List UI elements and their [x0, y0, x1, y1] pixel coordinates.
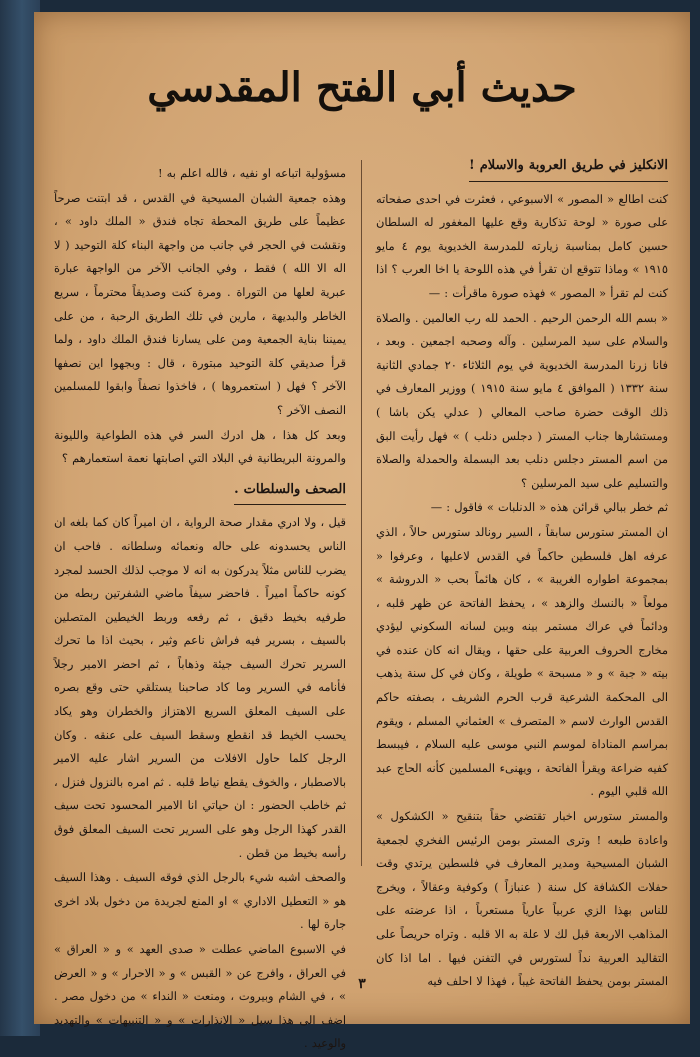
magazine-page	[34, 12, 690, 1051]
paragraph: والمستر ستورس اخبار تقتضي حقاً بتنقيح « الكشكول » واعادة طبعه ! وترى المستر بومن الرئيس الفخري لجمعية الشبان المسيحية ومدير المعارف في فلسطين يرتدي وقت حفلات الكشافة كل سنة ( عنبازاً ) وكوفية وعقالاً ، ويخرج للناس بهذا الزي عربياً عارياً مستعرباً ، اذا عرضته على المذاهب الاربعة قبل لك لا علة به الا قلبه . وتراه حريصاً على التقاليد العربية نداً لستورس في التفنن فيها . اما اذا كان المستر بومن يحفظ الفاتحة غيباً ، فهذا لا احلف فيه	[376, 809, 668, 989]
section-title: الصحف والسلطات .	[234, 478, 346, 506]
article-title: الانكليز في طريق العروبة والاسلام !	[469, 154, 668, 182]
masthead	[34, 64, 690, 144]
paragraph: والصحف اشبه شيء بالرجل الذي فوقه السيف . وهذا السيف هو « التعطيل الاداري » او المنع لجريدة من دخول بلاد اخرى جارة لها .	[54, 870, 346, 932]
paragraph: ان المستر ستورس سابقاً ، السير رونالد ستورس حالاً ، الذي عرفه اهل فلسطين حاكماً في القدس لاعليها ، وعرفوا « بمجموعة اطواره الغريبة » ، كان هائماً بحب « الدروشة » مولعاً « بالنسك والزهد » ، يحفظ الفاتحة عن ظهر قلبه ، ودائماً في عراك مستمر بينه وبين لسانه السكوني ليؤدي مخارج الحروف العربية على حقها ، ويقال انه كان عنده في بيته « جبة » و « مسبحة » طويلة ، وكان في كل سنة يذهب الى المحكمة الشرعية قرب الحرم الشريف ، بصفته حاكم القدس الوارث لاسم « المتصرف » العثماني المسلم ، ويقوم بمراسم المناداة لموسم النبي موسى عليه السلام ، فيبسط كفيه ضراعة ويقرأ الفاتحة ، ويهنىء المسلمين كأنه الحاج عبد الله قلبي اليوم .	[376, 524, 668, 799]
left-column	[54, 162, 346, 1057]
paragraph: وبعد كل هذا ، هل ادرك السر في هذه الطواعية والليونة والمرونة البريطانية في البلاد التي اصابتها نعمة استعمارهم ؟	[54, 427, 346, 466]
paragraph: « بسم الله الرحمن الرحيم . الحمد لله رب العالمين . والصلاة والسلام على سيد المرسلين . وآله وصحبه اجمعين . وبعد ، فانا زرنا المدرسة الخديوية في يوم الثلاثاء ٢٠ جمادي الثانية سنة ١٣٣٢ ( الموافق ٤ مايو سنة ١٩١٥ ) ووزير المعارف في ذلك الوقت حضرة صاحب المعالي ( عدلي يكن باشا ) ومستشارها جناب المستر ( دجلس دنلب ) » فهل رأيت البق من اسم المستر دجلس دنلب بعد البسملة والحمدلة والصلاة والتسليم على سيد المرسلين ؟	[376, 310, 669, 490]
right-column	[376, 152, 668, 995]
paragraph: مسؤولية اتباعه او نفيه ، فالله اعلم به !	[157, 166, 346, 180]
paragraph: قيل ، ولا ادري مقدار صحة الرواية ، ان اميراً كان كما بلغه ان الناس يحسدونه على حاله ونعمائه وسلطانه . فاحب ان يضرب للناس مثلاً يدركون به انه لا موجب لذلك الحسد لمجرد كونه حاكماً اميراً . فاحضر سيفاً ماضي الشفرتين ربطه من طرفيه بخيط دقيق ، ثم رفعه وربط الخيطين المتصلين بالسيف ، بسرير فيه فراش ناعم وثير ، بحيث اذا ما تحرك السرير تحرك السيف جيئة وذهاباً ، ثم احضر الامير رجلاً فأنامه في السرير وما كاد صاحبنا يستلقي حتى وقع بصره على السيف المعلق السريع الاهتزاز والخطران وهو يكاد يحسب الخيط قد انقطع وسقط السيف على عنقه . وكان الرجل كلما حاول الافلات من السرير اشار عليه الامير بالاصطبار ، والخوف يقطع نياط قلبه . ثم امره بالنزول فنزل ، ثم خاطب الحضور : ان حياتي انا الامير المحسود تحت سيف القدر كهذا الرجل وهو على السرير تحت السيف المعلق فوق رأسه بخيط من قطن .	[54, 515, 346, 860]
paragraph: كنت اطالع « المصور » الاسبوعي ، فعثرت في احدى صفحاته على صورة « لوحة تذكارية وقع عليها المغفور له السلطان حسين كامل بمناسبة زيارته للمدرسة الخديوية يوم ٤ مايو ١٩١٥ » وماذا تتوقع ان تقرأ في هذه اللوحة يا اخا العرب ؟ اذا كنت لم تقرأ « المصور » فهذه صورة ماقرأت : —	[376, 191, 669, 300]
page-number: ٣	[358, 976, 366, 992]
paragraph: في الاسبوع الماضي عطلت « صدى العهد » و « العراق » في العراق ، وافرج عن « القبس » و « الاحرار » و « العرض » ، في الشام وبيروت ، ومنعت « النداء » من دخول مصر . اضف الى هذا سيل « الانذارات » و « التنبيهات » والتهديد والوعيد .	[54, 942, 346, 1051]
column-divider	[361, 160, 362, 866]
masthead-title: حديث أبي الفتح المقدسي	[147, 64, 577, 111]
paragraph: ثم خطر ببالي قرائن هذه « الدنلبات » فاقول : —	[430, 500, 668, 515]
paragraph: وهذه جمعية الشبان المسيحية في القدس ، قد ابتنت صرحاً عظيماً على طريق المحطة تجاه فندق « الملك داود » ، ونقشت في الحجر في جانب من واجهة البناء كلة التوحيد ( لا اله الا الله ) فقط ، وفي الجانب الآخر من الواجهة عبارة عبرية لعلها من التوراة . ومرة كنت وصديقاً محترماً ، سريع الخاطر والبديهة ، مارين في تلك الطريق الرحبة ، من على يميننا بناية الجمعية ومن على يسارنا فندق الملك داود ، ولما قرأ صديقي كلة التوحيد مبتورة ، قال : وبجهوا اين نصفها الآخر ؟ فهل ( استعمروها ) ، فاخذوا نصفاً وابقوا للمسلمين النصف الآخر ؟	[54, 190, 346, 417]
